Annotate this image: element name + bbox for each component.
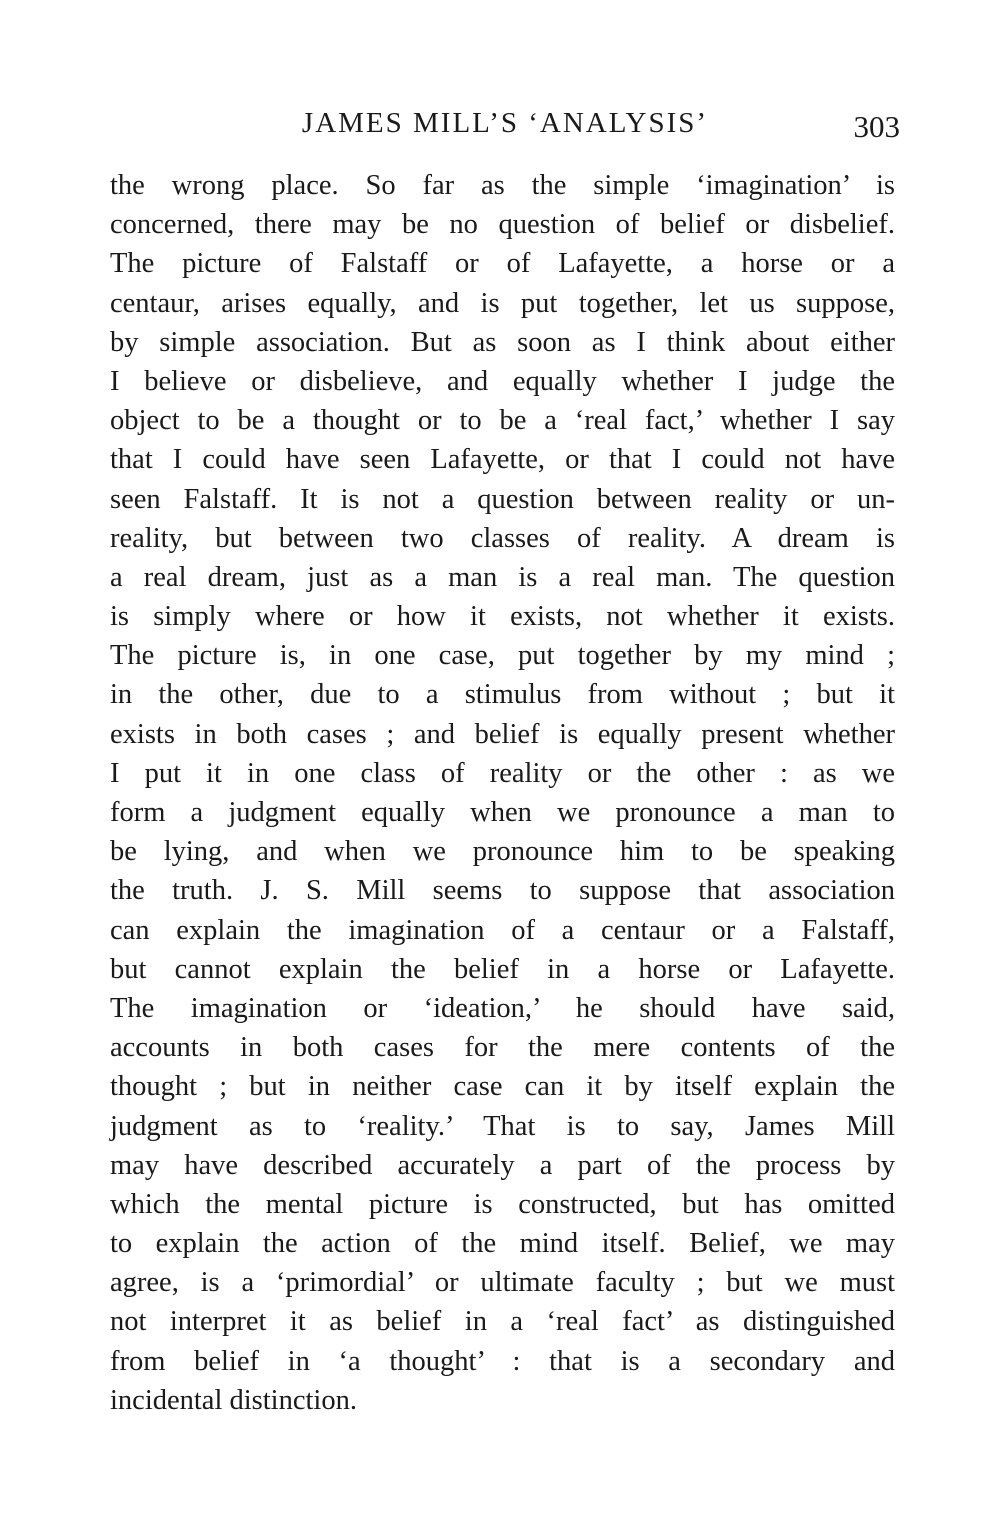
- text-line: may have described accurately a part of the process by: [110, 1149, 895, 1181]
- text-line: concerned, there may be no question of belief or disbelief.: [110, 209, 895, 241]
- text-line: by simple association. But as soon as I think about either: [110, 326, 895, 358]
- text-line: The imagination or ‘ideation,’ he should have said,: [110, 992, 895, 1024]
- text-line: that I could have seen Lafayette, or that I could not have: [110, 444, 895, 476]
- page-number: 303: [853, 109, 900, 144]
- text-line: thought ; but in neither case can it by itself explain the: [110, 1071, 895, 1103]
- text-line: incidental distinction.: [110, 1384, 357, 1416]
- text-line: in the other, due to a stimulus from without ; but it: [110, 679, 895, 711]
- text-line: which the mental picture is constructed, but has omitted: [110, 1188, 895, 1220]
- text-line: reality, but between two classes of reality. A dream is: [110, 522, 895, 554]
- text-line: but cannot explain the belief in a horse or Lafayette.: [110, 953, 895, 985]
- text-line: agree, is a ‘primordial’ or ultimate faculty ; but we must: [110, 1267, 895, 1299]
- text-line: I put it in one class of reality or the other : as we: [110, 757, 895, 789]
- text-line: object to be a thought or to be a ‘real fact,’ whether I say: [110, 405, 895, 437]
- running-title: JAMES MILL’S ‘ANALYSIS’: [301, 107, 709, 139]
- text-line: judgment as to ‘reality.’ That is to say, James Mill: [110, 1110, 895, 1142]
- text-line: a real dream, just as a man is a real man. The question: [110, 561, 895, 593]
- text-line: exists in both cases ; and belief is equally present whether: [110, 718, 895, 750]
- running-head: [110, 98, 900, 148]
- text-line: the wrong place. So far as the simple ‘imagination’ is: [110, 170, 895, 201]
- text-line: The picture of Falstaff or of Lafayette, a horse or a: [110, 248, 895, 280]
- text-line: I believe or disbelieve, and equally whether I judge the: [110, 365, 895, 397]
- text-line: form a judgment equally when we pronounce a man to: [110, 797, 895, 828]
- text-line: from belief in ‘a thought’ : that is a secondary and: [110, 1345, 895, 1377]
- body-paragraph: [110, 166, 895, 1420]
- text-line: is simply where or how it exists, not whether it exists.: [110, 601, 895, 633]
- text-line: the truth. J. S. Mill seems to suppose that association: [110, 875, 895, 907]
- text-line: seen Falstaff. It is not a question between reality or un-: [110, 483, 895, 515]
- text-line: to explain the action of the mind itself. Belief, we may: [110, 1228, 895, 1260]
- text-line: be lying, and when we pronounce him to be speaking: [110, 836, 895, 868]
- text-line: The picture is, in one case, put together by my mind ;: [110, 640, 895, 672]
- text-line: can explain the imagination of a centaur or a Falstaff,: [110, 914, 895, 946]
- text-line: centaur, arises equally, and is put together, let us suppose,: [110, 287, 895, 319]
- text-line: accounts in both cases for the mere contents of the: [110, 1032, 895, 1064]
- text-line: not interpret it as belief in a ‘real fact’ as distinguished: [110, 1306, 895, 1338]
